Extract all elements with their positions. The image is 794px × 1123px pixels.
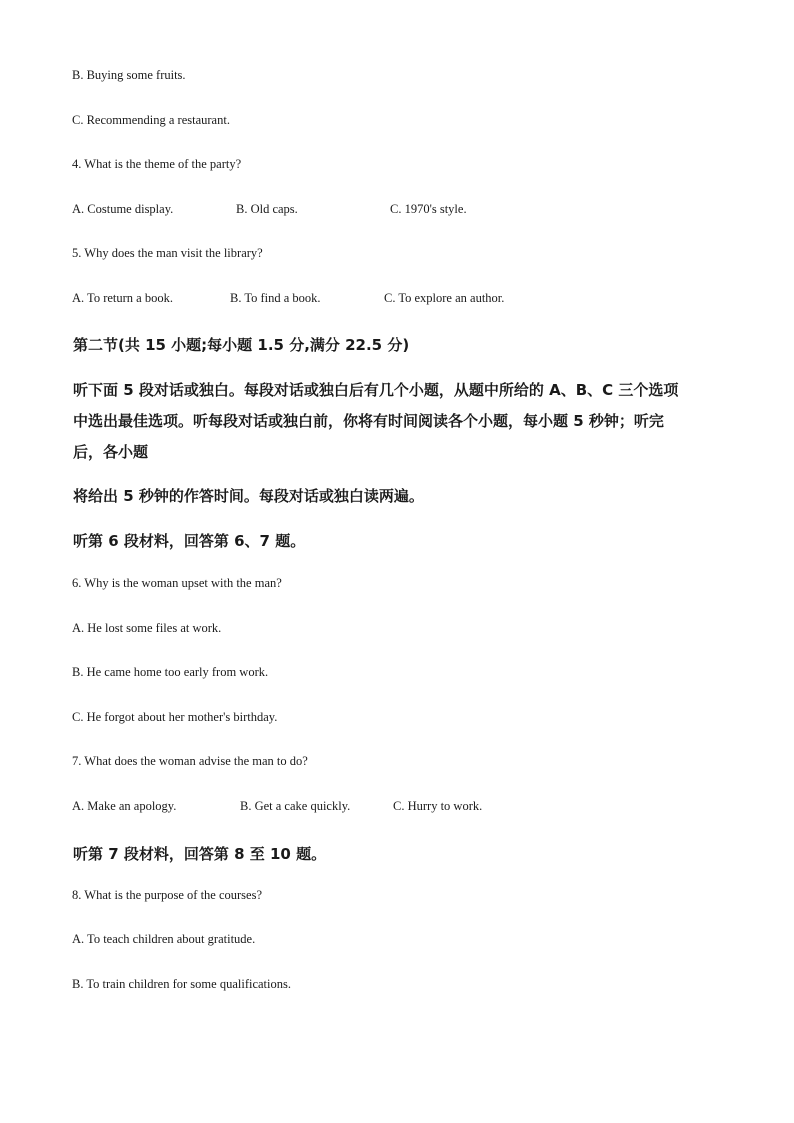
q6-option-a: A. He lost some files at work. [72,621,222,635]
instructions-line-1: 听下面 5 段对话或独白。每段对话或独白后有几个小题，从题中所给的 A、B、C 三个选项 [73,381,679,399]
q5-option-b: B. To find a book. [230,291,321,305]
instructions-line-3: 后，各小题 [73,443,149,461]
q5-option-c: C. To explore an author. [384,291,505,305]
q4-option-a: A. Costume display. [72,202,174,216]
question-5: 5. Why does the man visit the library? [72,246,263,260]
q6-option-b: B. He came home too early from work. [72,665,269,679]
q7-option-c: C. Hurry to work. [393,799,483,813]
material-7-heading: 听第 7 段材料，回答第 8 至 10 题。 [73,845,327,863]
q6-option-c: C. He forgot about her mother's birthday. [72,710,278,724]
q4-option-c: C. 1970's style. [390,202,467,216]
q7-option-a: A. Make an apology. [72,799,177,813]
q3-option-b: B. Buying some fruits. [72,68,186,82]
question-4: 4. What is the theme of the party? [72,157,242,171]
q8-option-a: A. To teach children about gratitude. [72,932,256,946]
q7-option-b: B. Get a cake quickly. [240,799,351,813]
q4-option-b: B. Old caps. [236,202,298,216]
q3-option-c: C. Recommending a restaurant. [72,113,230,127]
q5-option-a: A. To return a book. [72,291,173,305]
question-7: 7. What does the woman advise the man to do? [72,754,308,768]
section-2-heading: 第二节(共 15 小题;每小题 1.5 分,满分 22.5 分) [73,336,410,354]
q8-option-b: B. To train children for some qualifications. [72,977,291,991]
question-6: 6. Why is the woman upset with the man? [72,576,282,590]
question-8: 8. What is the purpose of the courses? [72,888,262,902]
material-6-heading: 听第 6 段材料，回答第 6、7 题。 [73,532,306,550]
instructions-line-4: 将给出 5 秒钟的作答时间。每段对话或独白读两遍。 [73,487,424,505]
instructions-line-2: 中选出最佳选项。听每段对话或独白前，你将有时间阅读各个小题，每小题 5 秒钟；听完 [73,412,664,430]
